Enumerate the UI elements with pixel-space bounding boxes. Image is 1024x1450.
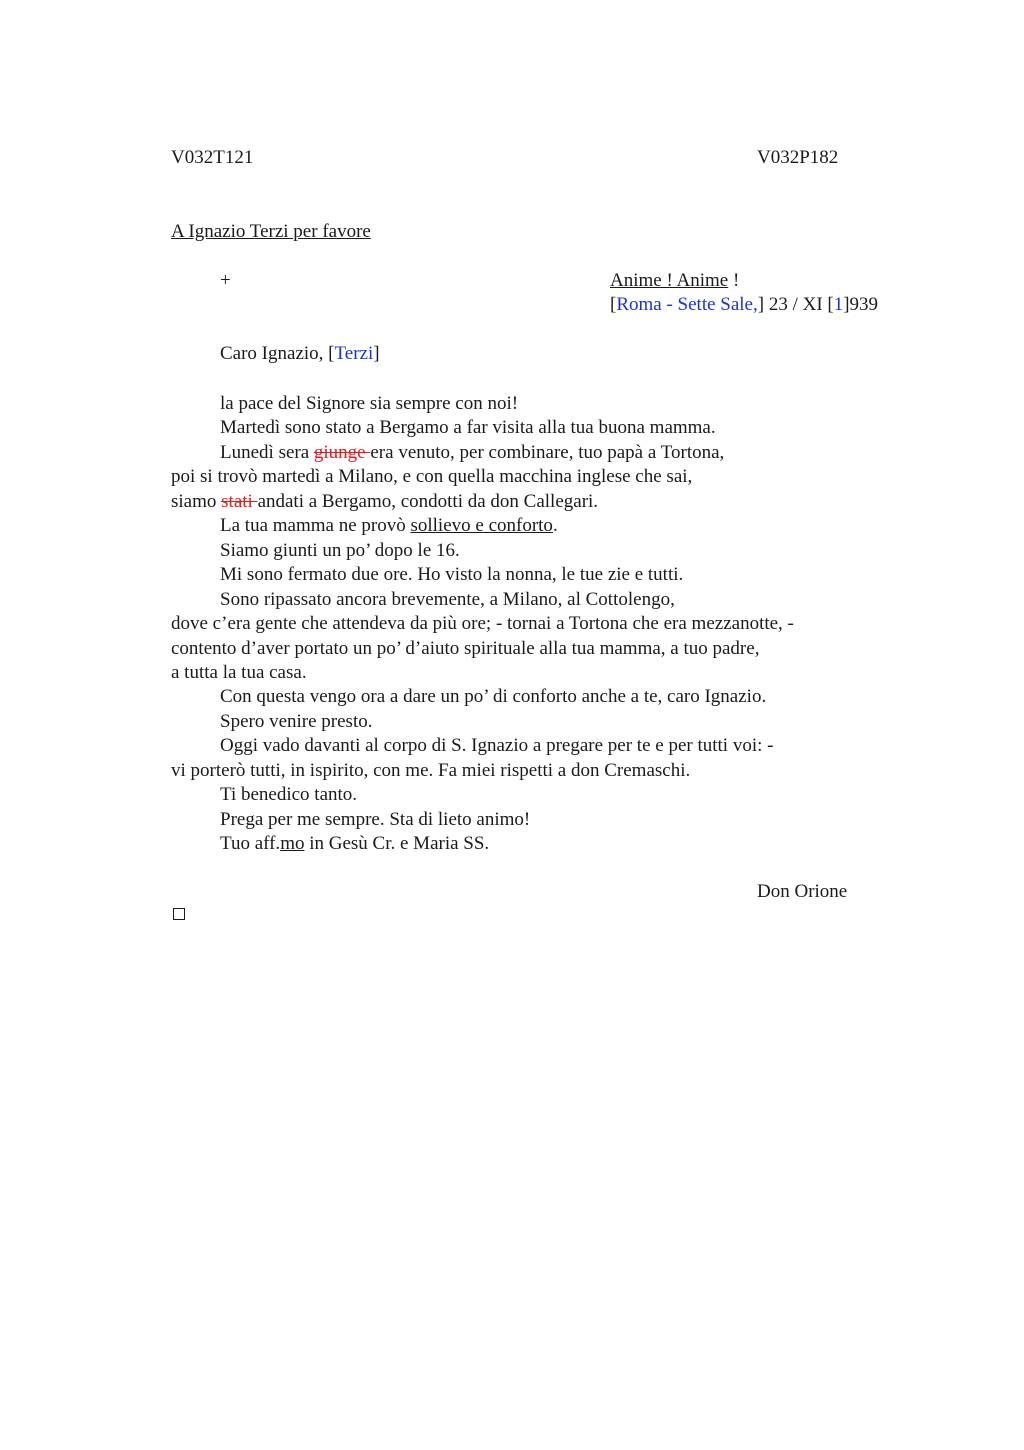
salutation bbox=[220, 342, 380, 366]
body-line: la pace del Signore sia sempre con noi! bbox=[220, 393, 519, 414]
underlined-abbrev: mo bbox=[280, 833, 305, 855]
dateline-date: ] 23 / XI bbox=[757, 294, 828, 315]
body-text: Lunedì sera bbox=[220, 441, 314, 463]
dateline-year: ]939 bbox=[843, 294, 879, 315]
salutation-bracket: ] bbox=[373, 343, 380, 364]
dateline-bracket: [ bbox=[610, 294, 617, 315]
body-line: Martedì sono stato a Bergamo a far visita alla tua buona mamma. bbox=[220, 417, 716, 439]
salutation-bracket: [ bbox=[328, 343, 335, 364]
motto-suffix: ! bbox=[728, 270, 740, 291]
body-line bbox=[171, 832, 794, 856]
body-line bbox=[171, 514, 794, 538]
deleted-word: stati bbox=[221, 490, 258, 512]
body-line: contento d’aver portato un po’ d’aiuto spirituale alla tua mamma, a tuo padre, bbox=[171, 637, 760, 659]
cross-symbol: + bbox=[220, 270, 231, 291]
body-line: Spero venire presto. bbox=[220, 710, 373, 732]
body-line: Oggi vado davanti al corpo di S. Ignazio a pregare per te e per tutti voi: - bbox=[220, 735, 774, 757]
dateline-bracket: [ bbox=[827, 294, 834, 315]
body-line: poi si trovò martedì a Milano, e con quella macchina inglese che sai, bbox=[171, 466, 693, 488]
body-line: vi porterò tutti, in ispirito, con me. Fa miei rispetti a don Cremaschi. bbox=[171, 759, 691, 781]
body-line: Ti benedico tanto. bbox=[220, 784, 358, 806]
body-line: Sono ripassato ancora brevemente, a Milano, al Cottolengo, bbox=[220, 588, 675, 610]
dateline-place: Roma - Sette Sale, bbox=[616, 294, 758, 315]
body-text: era venuto, per combinare, tuo papà a Tortona, bbox=[370, 441, 725, 463]
end-marker-square-icon bbox=[173, 908, 185, 920]
letter-body bbox=[171, 392, 794, 857]
letter-title: A Ignazio Terzi per favore bbox=[171, 221, 371, 242]
motto-underlined: Anime ! Anime bbox=[610, 270, 729, 291]
dateline bbox=[610, 293, 878, 317]
body-text: andati a Bergamo, condotti da don Callegari. bbox=[257, 490, 599, 512]
document-code-right: V032P182 bbox=[757, 147, 839, 168]
body-text: . bbox=[552, 515, 558, 537]
body-line: Siamo giunti un po’ dopo le 16. bbox=[220, 539, 460, 561]
document-code-left: V032T121 bbox=[171, 147, 254, 168]
salutation-name: Terzi bbox=[334, 343, 374, 364]
body-line: a tutta la tua casa. bbox=[171, 661, 307, 683]
dateline-century: 1 bbox=[833, 294, 844, 315]
body-text: in Gesù Cr. e Maria SS. bbox=[304, 833, 490, 855]
body-line: Mi sono fermato due ore. Ho visto la nonna, le tue zie e tutti. bbox=[220, 564, 684, 586]
signature: Don Orione bbox=[757, 881, 848, 902]
body-line: Prega per me sempre. Sta di lieto animo! bbox=[220, 808, 531, 830]
body-line: dove c’era gente che attendeva da più ore; - tornai a Tortona che era mezzanotte, - bbox=[171, 613, 794, 635]
body-line: Con questa vengo ora a dare un po’ di conforto anche a te, caro Ignazio. bbox=[220, 686, 767, 708]
underlined-phrase: sollievo e conforto bbox=[410, 515, 553, 537]
salutation-text: Caro Ignazio, bbox=[220, 343, 329, 364]
body-line bbox=[171, 441, 794, 465]
body-line bbox=[171, 490, 794, 514]
motto bbox=[610, 269, 739, 293]
body-text: La tua mamma ne provò bbox=[220, 515, 411, 537]
body-text: siamo bbox=[171, 490, 222, 512]
body-text: Tuo aff. bbox=[220, 833, 281, 855]
deleted-word: giunge bbox=[313, 441, 371, 463]
